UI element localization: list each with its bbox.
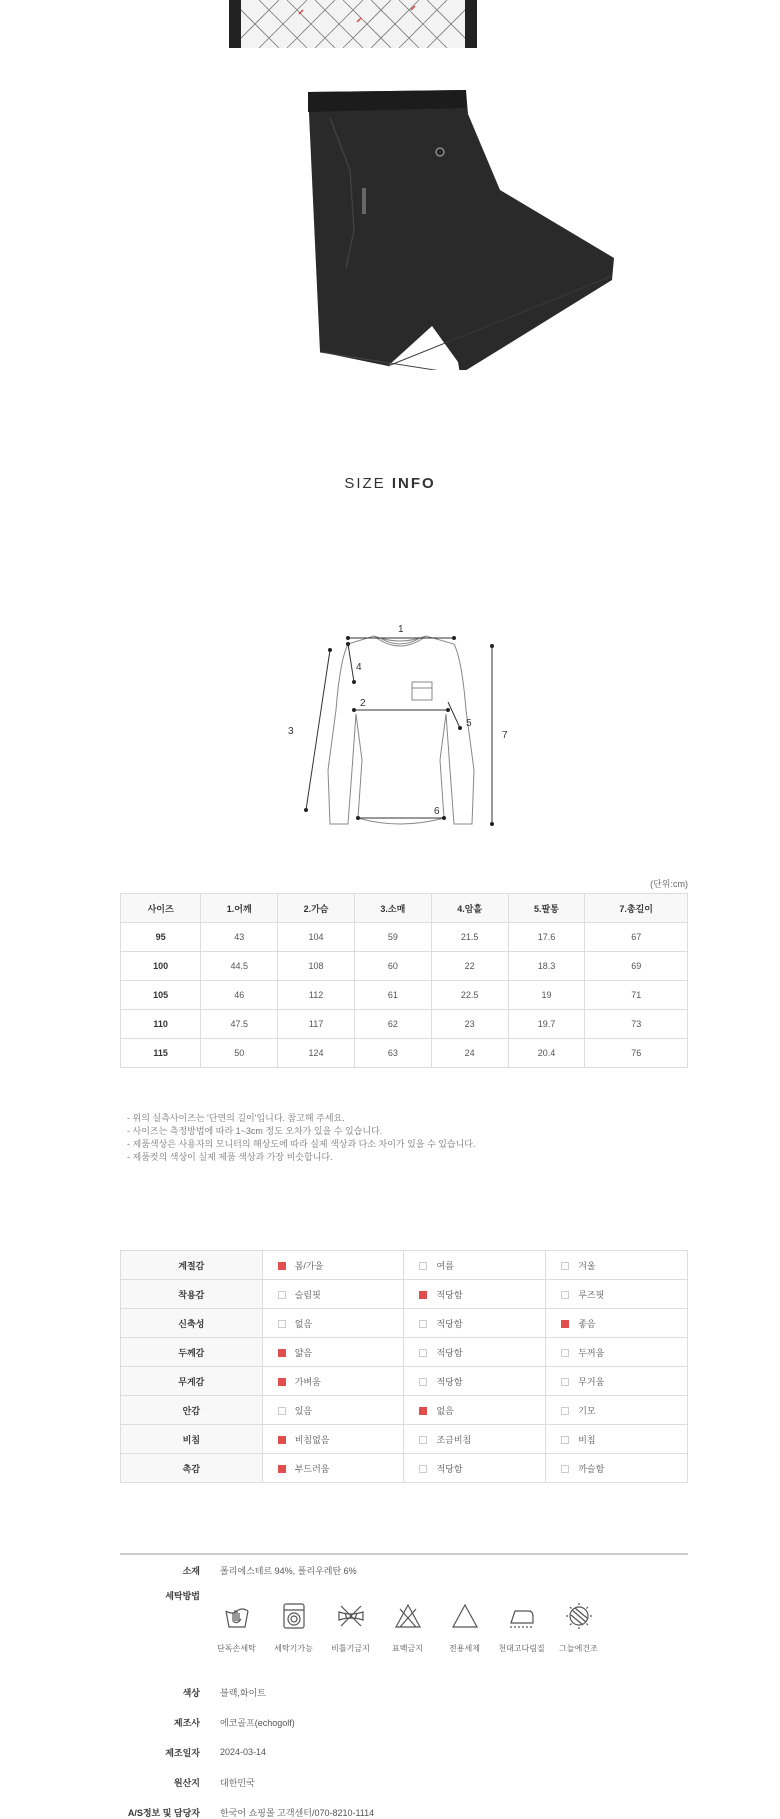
fit-option-label: 있음	[294, 1405, 313, 1416]
fit-option-label: 가벼움	[294, 1376, 321, 1387]
unchecked-box-icon	[561, 1436, 569, 1444]
info-row-as: A/S정보 및 담당자 한국어 쇼핑몰 고객센터/070-8210-1114	[127, 1807, 375, 1818]
unchecked-box-icon	[419, 1465, 427, 1473]
fit-option-label: 적당함	[436, 1376, 463, 1387]
checked-box-icon	[278, 1262, 286, 1270]
fit-label: 두께감	[121, 1338, 263, 1367]
unchecked-box-icon	[278, 1320, 286, 1328]
table-row	[121, 952, 688, 981]
size-table-cell: 59	[354, 923, 431, 952]
fit-option	[546, 1396, 688, 1425]
fit-option	[262, 1367, 404, 1396]
table-row	[121, 1454, 688, 1483]
info-row-date: 제조일자 2024-03-14	[165, 1747, 267, 1758]
wash-item	[493, 1601, 550, 1654]
size-table-cell: 19	[508, 981, 585, 1010]
iron-cloth-icon	[507, 1601, 537, 1633]
neutral-detergent-icon	[450, 1601, 480, 1633]
unchecked-box-icon	[561, 1349, 569, 1357]
fit-label: 신축성	[121, 1309, 263, 1338]
fit-label: 촉감	[121, 1454, 263, 1483]
size-table-cell: 18.3	[508, 952, 585, 981]
size-table-cell: 67	[585, 923, 688, 952]
fit-option-label: 적당함	[436, 1463, 463, 1474]
wash-item	[322, 1601, 379, 1654]
fit-option	[404, 1251, 546, 1280]
size-table-cell: 110	[121, 1010, 201, 1039]
size-table-cell: 43	[201, 923, 278, 952]
fit-option-label: 두꺼움	[578, 1347, 605, 1358]
table-row	[121, 1251, 688, 1280]
unchecked-box-icon	[561, 1291, 569, 1299]
shirt-measurement-diagram	[270, 610, 530, 840]
unchecked-box-icon	[419, 1262, 427, 1270]
fit-option	[404, 1309, 546, 1338]
wash-icons	[208, 1601, 607, 1654]
fit-option	[546, 1338, 688, 1367]
checked-box-icon	[419, 1407, 427, 1415]
checked-box-icon	[278, 1436, 286, 1444]
size-table-header: 사이즈	[121, 894, 201, 923]
fit-option	[262, 1338, 404, 1367]
size-table-header: 4.암홀	[431, 894, 508, 923]
unchecked-box-icon	[419, 1320, 427, 1328]
fit-label: 착용감	[121, 1280, 263, 1309]
table-row	[121, 1367, 688, 1396]
note-item: - 제품색상은 사용자의 모니터의 해상도에 따라 실제 색상과 다소 차이가 있을 수 있습니다.	[127, 1139, 476, 1149]
size-table-cell: 95	[121, 923, 201, 952]
fit-option	[546, 1309, 688, 1338]
wash-label: 전용세제	[449, 1644, 480, 1653]
fit-option	[546, 1280, 688, 1309]
info-row-material: 소재 폴리에스테르 94%, 폴리우레탄 6%	[182, 1565, 357, 1576]
diagram-label-5: 5	[466, 718, 472, 729]
fit-option-label: 루즈핏	[578, 1289, 605, 1300]
unchecked-box-icon	[278, 1291, 286, 1299]
size-table-header: 3.소매	[354, 894, 431, 923]
fit-table	[120, 1250, 688, 1483]
wash-item	[436, 1601, 493, 1654]
product-image-top-fragment	[229, 0, 477, 48]
diagram-label-2: 2	[360, 698, 366, 709]
diagram-label-7: 7	[502, 730, 508, 741]
info-row-wash: 세탁방법 단독손세탁 세탁기가능 비틀기금지 표백금지 전용세제 천대고다림질 그늘에건조	[120, 1585, 688, 1677]
wash-label: 표백금지	[392, 1644, 423, 1653]
fit-option-label: 무거움	[578, 1376, 605, 1387]
info-row-maker: 제조사 에코골프(echogolf)	[173, 1717, 295, 1728]
size-table-cell: 22.5	[431, 981, 508, 1010]
diagram-label-4: 4	[356, 662, 362, 673]
size-table-cell: 20.4	[508, 1039, 585, 1068]
size-table-cell: 73	[585, 1010, 688, 1039]
fit-option	[262, 1251, 404, 1280]
diagram-label-3: 3	[288, 726, 294, 737]
fit-label: 무게감	[121, 1367, 263, 1396]
fit-option-label: 조금비침	[436, 1434, 472, 1445]
size-table-cell: 24	[431, 1039, 508, 1068]
unchecked-box-icon	[278, 1407, 286, 1415]
wash-item	[208, 1601, 265, 1654]
size-table-cell: 108	[278, 952, 355, 981]
size-table-cell: 19.7	[508, 1010, 585, 1039]
fit-option	[404, 1367, 546, 1396]
fit-option	[262, 1454, 404, 1483]
table-row	[121, 1338, 688, 1367]
unchecked-box-icon	[561, 1262, 569, 1270]
fit-option-label: 없음	[294, 1318, 313, 1329]
fit-option	[546, 1425, 688, 1454]
checked-box-icon	[278, 1378, 286, 1386]
washing-machine-icon	[279, 1601, 309, 1633]
size-table-header: 7.총길이	[585, 894, 688, 923]
no-bleach-icon	[393, 1601, 423, 1633]
fit-option	[404, 1425, 546, 1454]
size-table-cell: 60	[354, 952, 431, 981]
fit-option-label: 봄/가을	[294, 1260, 324, 1271]
fit-label: 계절감	[121, 1251, 263, 1280]
size-table-cell: 124	[278, 1039, 355, 1068]
checked-box-icon	[561, 1320, 569, 1328]
fit-option	[404, 1454, 546, 1483]
size-table-cell: 104	[278, 923, 355, 952]
note-item: - 사이즈는 측정방법에 따라 1~3cm 정도 오차가 있을 수 있습니다.	[127, 1126, 383, 1136]
table-row	[121, 923, 688, 952]
size-table-cell: 63	[354, 1039, 431, 1068]
fit-option-label: 비침없음	[294, 1434, 330, 1445]
fit-option	[262, 1280, 404, 1309]
fit-option	[262, 1309, 404, 1338]
size-table-cell: 22	[431, 952, 508, 981]
fit-option-label: 슬림핏	[294, 1289, 321, 1300]
fit-option-label: 겨울	[578, 1260, 596, 1271]
checked-box-icon	[419, 1291, 427, 1299]
diagram-label-1: 1	[398, 624, 404, 635]
fit-option-label: 부드러움	[294, 1463, 330, 1474]
unchecked-box-icon	[561, 1465, 569, 1473]
size-table-cell: 115	[121, 1039, 201, 1068]
unchecked-box-icon	[561, 1407, 569, 1415]
table-row	[121, 1425, 688, 1454]
fit-option	[404, 1338, 546, 1367]
fit-option	[404, 1280, 546, 1309]
wash-label: 비틀기금지	[331, 1644, 370, 1653]
wash-label: 그늘에건조	[559, 1644, 598, 1653]
size-table-cell: 112	[278, 981, 355, 1010]
size-table-header: 5.팔통	[508, 894, 585, 923]
pants-product-image	[290, 90, 630, 370]
unchecked-box-icon	[419, 1378, 427, 1386]
size-table-cell: 100	[121, 952, 201, 981]
size-table-cell: 62	[354, 1010, 431, 1039]
fit-option-label: 적당함	[436, 1318, 463, 1329]
size-table-cell: 117	[278, 1010, 355, 1039]
fit-option	[546, 1367, 688, 1396]
product-info	[120, 1553, 688, 1819]
fit-option-label: 까슬함	[578, 1463, 605, 1474]
fit-label: 비침	[121, 1425, 263, 1454]
size-table-cell: 61	[354, 981, 431, 1010]
note-item: - 위의 실측사이즈는 '단면의 길이'입니다. 참고해 주세요.	[127, 1113, 345, 1123]
size-notes	[127, 1112, 476, 1164]
fit-option-label: 기모	[578, 1405, 596, 1416]
table-row	[121, 1309, 688, 1338]
size-table-cell: 17.6	[508, 923, 585, 952]
unchecked-box-icon	[419, 1349, 427, 1357]
wash-item	[550, 1601, 607, 1654]
checked-box-icon	[278, 1349, 286, 1357]
fit-option	[262, 1425, 404, 1454]
info-row-origin: 원산지 대한민국	[173, 1777, 255, 1788]
hand-wash-icon	[222, 1601, 252, 1633]
wash-label: 천대고다림질	[498, 1644, 545, 1653]
fit-label: 안감	[121, 1396, 263, 1425]
fit-option-label: 비침	[578, 1434, 596, 1445]
shade-dry-icon	[564, 1601, 594, 1633]
fit-option	[546, 1454, 688, 1483]
size-table-cell: 50	[201, 1039, 278, 1068]
wash-item	[265, 1601, 322, 1654]
size-table-cell: 23	[431, 1010, 508, 1039]
size-table-header: 2.가슴	[278, 894, 355, 923]
size-info-title: SIZE INFO	[344, 475, 436, 492]
size-table-cell: 47.5	[201, 1010, 278, 1039]
unchecked-box-icon	[561, 1378, 569, 1386]
checked-box-icon	[278, 1465, 286, 1473]
fit-option-label: 여름	[436, 1260, 454, 1271]
fit-option	[546, 1251, 688, 1280]
table-row	[121, 1010, 688, 1039]
size-table-header: 1.어깨	[201, 894, 278, 923]
fit-option	[262, 1396, 404, 1425]
table-row	[121, 981, 688, 1010]
table-row	[121, 1280, 688, 1309]
note-item: - 제품컷의 색상이 실제 제품 색상과 가장 비슷합니다.	[127, 1152, 333, 1162]
fit-option	[404, 1396, 546, 1425]
size-table-cell: 71	[585, 981, 688, 1010]
fit-option-label: 적당함	[436, 1289, 463, 1300]
fit-option-label: 적당함	[436, 1347, 463, 1358]
unchecked-box-icon	[419, 1436, 427, 1444]
wash-item	[379, 1601, 436, 1654]
unit-label: (단위:cm)	[650, 879, 688, 889]
info-row-color: 색상 블랙,화이트	[182, 1687, 266, 1698]
size-table-cell: 105	[121, 981, 201, 1010]
size-table-cell: 69	[585, 952, 688, 981]
wash-label: 세탁기가능	[274, 1644, 313, 1653]
fit-option-label: 얇음	[294, 1347, 313, 1358]
table-row	[121, 1396, 688, 1425]
table-row	[121, 1039, 688, 1068]
size-table-cell: 76	[585, 1039, 688, 1068]
diagram-label-6: 6	[434, 806, 440, 817]
size-table-cell: 46	[201, 981, 278, 1010]
no-wring-icon	[336, 1601, 366, 1633]
fit-option-label: 좋음	[578, 1318, 596, 1329]
size-table	[120, 893, 688, 1068]
wash-label: 단독손세탁	[217, 1644, 256, 1653]
size-table-cell: 44.5	[201, 952, 278, 981]
size-table-cell: 21.5	[431, 923, 508, 952]
fit-option-label: 없음	[436, 1405, 454, 1416]
